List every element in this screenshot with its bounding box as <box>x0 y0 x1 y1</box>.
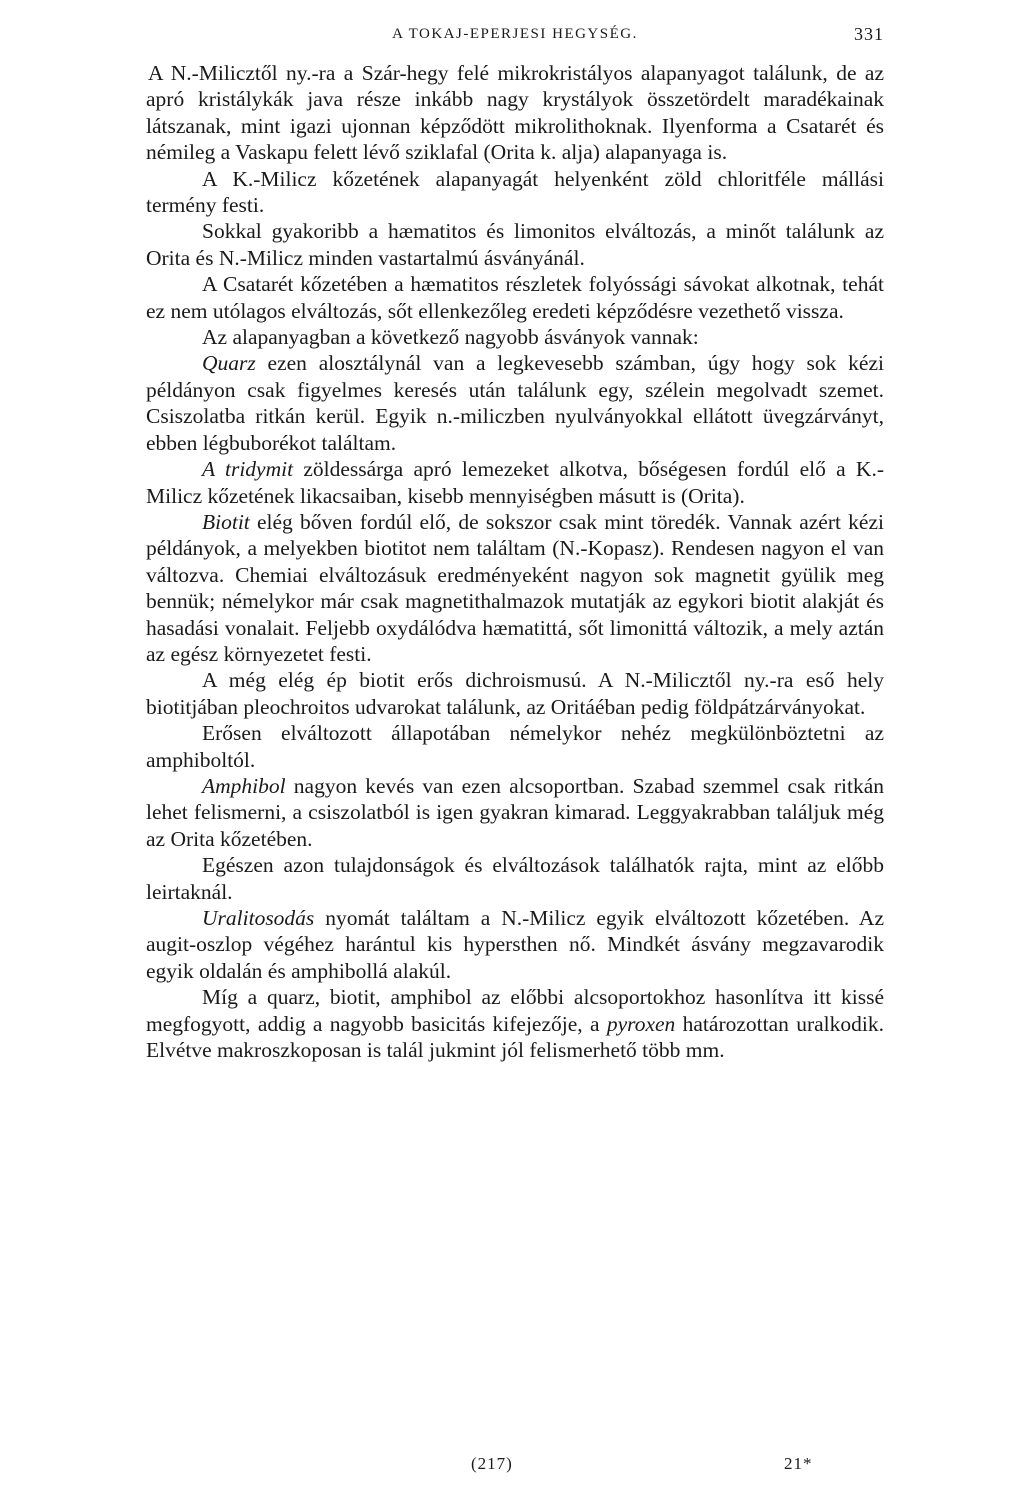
paragraph-text: Egészen azon tulajdonságok és elváltozások találhatók rajta, mint az előbb leirtaknál. <box>146 853 884 904</box>
paragraph-text: nagyon kevés van ezen alcsoportban. Szabad szemmel csak ritkán lehet felismerni, a csiszolatból is igen gyakran kimarad. Leggyakrabban találjuk még az Orita kőzetében. <box>146 773 884 851</box>
sheet-number: (217) <box>471 1454 513 1473</box>
paragraph-text: A N.-Milicztől ny.-ra a Szár-hegy felé mikrokristályos alapanyagot találunk, de az apró kristálykák java része inkább nagy krystályok összetördelt maradékainak látszanak, mint igazi ujonnan képződött mikrolithoknak. Ilyenforma a Csatarét és némileg a Vaskapu felett lévő sziklafal (Orita k. alja) alapanyaga is. <box>146 61 884 165</box>
page-header <box>146 22 884 52</box>
paragraph <box>146 350 884 456</box>
paragraph-text: zöldessárga apró lemezeket alkotva, bőségesen fordúl elő a K.-Milicz kőzetének likacsaiban, kisebb mennyiségben másutt is (Orita). <box>146 457 884 508</box>
paragraph-text: ezen alosztálynál van a legkevesebb számban, úgy hogy sok kézi példányon csak figyelmes keresés után találunk egy, szélein megolvadt szemet. Csiszolatba ritkán kerül. Egyik n.-miliczben nyulványokkal ellátott üvegzárványt, ebben légbuborékot találtam. <box>146 351 884 455</box>
paragraph-text: Erősen elváltozott állapotában némelykor nehéz megkülönböztetni az amphiboltól. <box>146 721 884 772</box>
paragraph-text: elég bőven fordúl elő, de sokszor csak mint töredék. Vannak azért kézi példányok, a melyekben biotitot nem találtam (N.-Kopasz). Rendesen nagyon el van változva. Chemiai elváltozásuk eredményeként nagyon sok magnetit gyülik meg bennük; némelykor már csak magnetithalmazok mutatják az egykori biotit alakját és hasadási vonalait. Feljebb oxydálódva hæmatittá, sőt limonittá változik, a mely aztán az egész környezetet festi. <box>146 509 884 666</box>
page-footer <box>146 1454 884 1480</box>
paragraph-text: Sokkal gyakoribb a hæmatitos és limonitos elváltozás, a minőt találunk az Orita és N.-Milicz minden vastartalmú ásványánál. <box>146 219 884 270</box>
paragraph-text: A még elég ép biotit erős dichroismusú. A N.-Milicztől ny.-ra eső hely biotitjában pleochroitos udvarokat találunk, az Oritáéban pedig földpátzárványokat. <box>146 668 884 719</box>
running-title: A TOKAJ-EPERJESI HEGYSÉG. <box>392 26 638 42</box>
italic-term: A tridymit <box>202 457 294 482</box>
italic-term: Biotit <box>202 509 250 534</box>
paragraph <box>146 166 884 219</box>
paragraph <box>146 667 884 720</box>
italic-term: pyroxen <box>606 1011 676 1036</box>
paragraph <box>146 720 884 773</box>
paragraph <box>146 271 884 324</box>
paragraph-text: határozottan uralkodik. Elvétve makroszkoposan is talál jukmint jól felismerhető több mm. <box>146 1011 884 1063</box>
signature-mark: 21* <box>784 1454 813 1473</box>
paragraph-text: A Csatarét kőzetében a hæmatitos részletek folyóssági sávokat alkotnak, tehát ez nem utólagos elváltozás, sőt ellenkezőleg eredeti képződésre vezethető vissza. <box>146 272 884 323</box>
paragraph <box>146 218 884 271</box>
paragraph <box>146 773 884 852</box>
paragraph <box>146 509 884 667</box>
paragraph-text: Az alapanyagban a következő nagyobb ásványok vannak: <box>202 325 699 350</box>
italic-term: Quarz <box>202 351 256 376</box>
paragraph <box>146 324 884 350</box>
paragraph <box>146 60 884 166</box>
paragraph <box>146 852 884 905</box>
paragraph <box>146 905 884 984</box>
body-text <box>146 60 884 1063</box>
paragraph-text: Míg a quarz, biotit, amphibol az előbbi alcsoportokhoz hasonlítva itt kissé megfogyott, addig a nagyobb basicitás kifejezője, a <box>146 985 884 1036</box>
paragraph <box>146 984 884 1063</box>
page-number: 331 <box>854 24 884 44</box>
paragraph-text: nyomát találtam a N.-Milicz egyik elváltozott kőzetében. Az augit-oszlop végéhez harántul kis hypersthen nő. Mindkét ásvány megzavarodik egyik oldalán és amphibollá alakúl. <box>146 906 884 983</box>
italic-term: Amphibol <box>202 773 286 798</box>
paragraph <box>146 456 884 509</box>
italic-term: Uralitosodás <box>202 906 315 930</box>
paragraph-text: A K.-Milicz kőzetének alapanyagát helyenként zöld chloritféle mállási termény festi. <box>146 166 884 218</box>
